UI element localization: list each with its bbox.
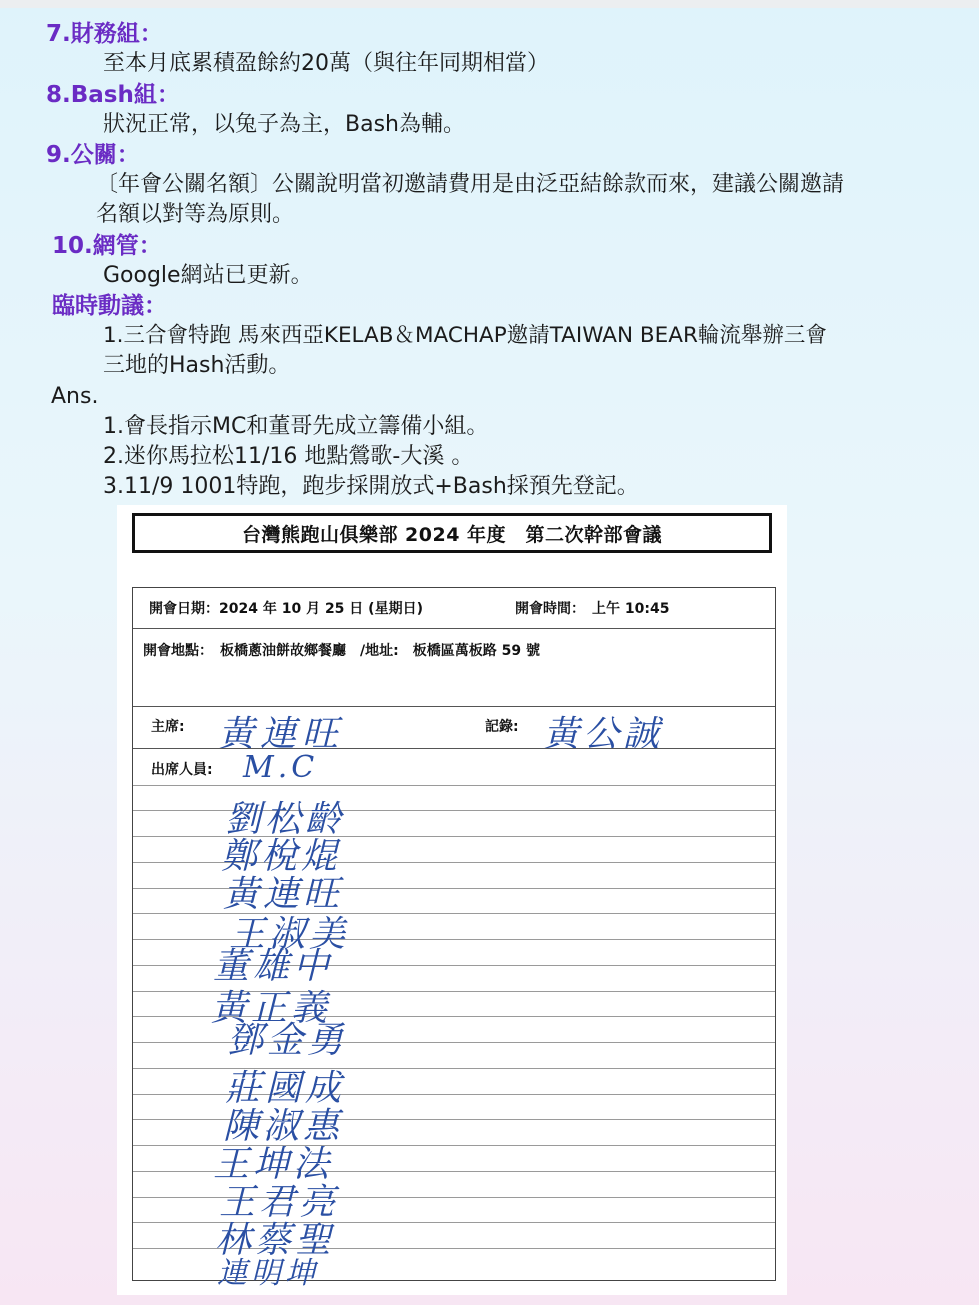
ans-label: Ans. bbox=[51, 384, 99, 409]
section-heading-webadmin: 10.網管： bbox=[52, 233, 162, 259]
sheet-table bbox=[132, 587, 776, 1291]
recorder-label: 記錄: bbox=[485, 719, 519, 735]
attendees-label: 出席人員: bbox=[151, 762, 213, 778]
attendee-signature: 黃正義 bbox=[211, 988, 332, 1029]
attendee-signature: 王坤法 bbox=[213, 1144, 334, 1185]
section-line-motions-1: 1.三合會特跑 馬來西亞KELAB＆MACHAP邀請TAIWAN BEAR輪流舉辦三會 bbox=[103, 323, 827, 348]
section-line-bash: 狀況正常，以兔子為主，Bash為輔。 bbox=[103, 112, 465, 137]
attendee-signature: 劉松齡 bbox=[225, 799, 346, 840]
ans-item-2: 2.迷你馬拉松11/16 地點鶯歌-大溪 。 bbox=[103, 444, 474, 469]
attendee-signature: 鄧金勇 bbox=[227, 1020, 348, 1061]
signin-sheet-image bbox=[117, 505, 787, 1295]
attendee-signature: 董雄中 bbox=[213, 946, 334, 987]
sheet-title: 台灣熊跑山俱樂部 2024 年度 第二次幹部會議 bbox=[132, 513, 772, 553]
recorder-signature: 黃公誠 bbox=[543, 714, 664, 755]
section-heading-finance: 7.財務組： bbox=[46, 21, 163, 47]
attendee-signature: M.C bbox=[243, 750, 319, 785]
section-line-pr-1: 〔年會公關名額〕公關說明當初邀請費用是由泛亞結餘款而來，建議公關邀請 bbox=[96, 172, 845, 197]
ans-item-3: 3.11/9 1001特跑，跑步採開放式+Bash採預先登記。 bbox=[103, 474, 639, 499]
meeting-date: 開會日期：2024 年 10 月 25 日 (星期日) bbox=[149, 601, 423, 617]
attendee-signature: 黃連旺 bbox=[223, 874, 344, 915]
attendee-signature: 鄭梲焜 bbox=[221, 836, 342, 877]
attendee-signature: 林蔡聖 bbox=[215, 1220, 336, 1261]
section-line-pr-2: 名額以對等為原則。 bbox=[96, 202, 295, 227]
section-heading-pr: 9.公關： bbox=[46, 142, 140, 168]
section-heading-motions: 臨時動議： bbox=[52, 293, 167, 319]
section-line-webadmin: Google網站已更新。 bbox=[103, 263, 313, 288]
attendee-signature: 莊國成 bbox=[225, 1068, 346, 1109]
section-line-motions-2: 三地的Hash活動。 bbox=[103, 353, 291, 378]
ans-item-1: 1.會長指示MC和董哥先成立籌備小組。 bbox=[103, 414, 489, 439]
chair-signature: 黃連旺 bbox=[218, 714, 345, 755]
attendee-signature: 陳淑惠 bbox=[223, 1106, 344, 1147]
section-line-finance: 至本月底累積盈餘約20萬（與往年同期相當） bbox=[103, 51, 549, 76]
section-heading-bash: 8.Bash組： bbox=[46, 82, 180, 108]
attendee-signature: 王君亮 bbox=[219, 1182, 340, 1223]
chair-label: 主席: bbox=[151, 719, 185, 735]
top-bar bbox=[0, 0, 979, 8]
attendee-signature: 王淑美 bbox=[229, 914, 350, 955]
attendee-signature: 連明坤 bbox=[217, 1256, 319, 1291]
meeting-location: 開會地點： 板橋蔥油餅故鄉餐廳 /地址: 板橋區萬板路 59 號 bbox=[143, 643, 540, 659]
meeting-time: 開會時間： 上午 10:45 bbox=[515, 601, 670, 617]
